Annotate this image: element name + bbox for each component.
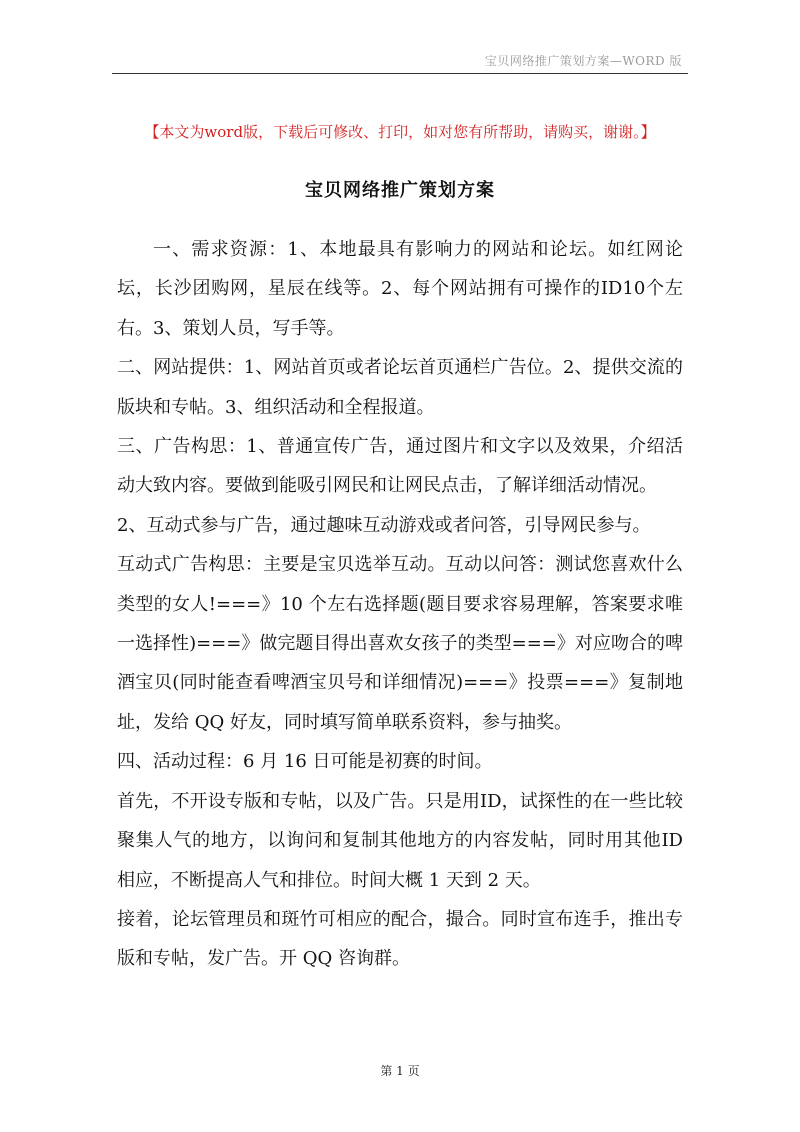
paragraph-site-provision: 二、网站提供：1、网站首页或者论坛首页通栏广告位。2、提供交流的版块和专帖。3、组织活动和全程报道。 <box>117 357 683 418</box>
paragraph-activity-process: 四、活动过程：6 月 16 日可能是初赛的时间。 <box>117 751 493 773</box>
paragraph-interactive-concept: 互动式广告构思：主要是宝贝选举互动。互动以问答：测试您喜欢什么类型的女人!===》10 个左右选择题(题目要求容易理解，答案要求唯一选择性)===》做完题目得出喜欢女孩子的类型===》对应吻合的啤酒宝贝(同时能查看啤酒宝贝号和详细情况)===》投票===》复制地址，发给 QQ 好友，同时填写简单联系资料，参与抽奖。 <box>117 554 683 733</box>
paragraph-first-step: 首先，不开设专版和专帖，以及广告。只是用ID，试探性的在一些比较聚集人气的地方，以询问和复制其他地方的内容发帖，同时用其他ID 相应，不断提高人气和排位。时间大概 1 天到 2 天。 <box>117 790 683 891</box>
document-body <box>117 230 683 979</box>
header-divider <box>112 73 688 74</box>
download-notice: 【本文为word版，下载后可修改、打印，如对您有所帮助，请购买，谢谢。】 <box>144 123 656 141</box>
page-number: 第 1 页 <box>380 1064 420 1078</box>
document-title: 宝贝网络推广策划方案 <box>305 180 495 201</box>
paragraph-next-step: 接着，论坛管理员和斑竹可相应的配合，撮合。同时宣布连手，推出专版和专帖，发广告。开 QQ 咨询群。 <box>117 908 683 970</box>
paragraph-requirements: 一、需求资源：1、本地最具有影响力的网站和论坛。如红网论坛，长沙团购网，星辰在线等。2、每个网站拥有可操作的ID10个左右。3、策划人员，写手等。 <box>117 239 683 339</box>
paragraph-interactive-ad: 2、互动式参与广告，通过趣味互动游戏或者问答，引导网民参与。 <box>117 514 651 536</box>
running-header: 宝贝网络推广策划方案—WORD 版 <box>484 54 682 68</box>
paragraph-ad-concept: 三、广告构思：1、普通宣传广告，通过图片和文字以及效果，介绍活动大致内容。要做到能吸引网民和让网民点击，了解详细活动情况。 <box>117 436 683 497</box>
